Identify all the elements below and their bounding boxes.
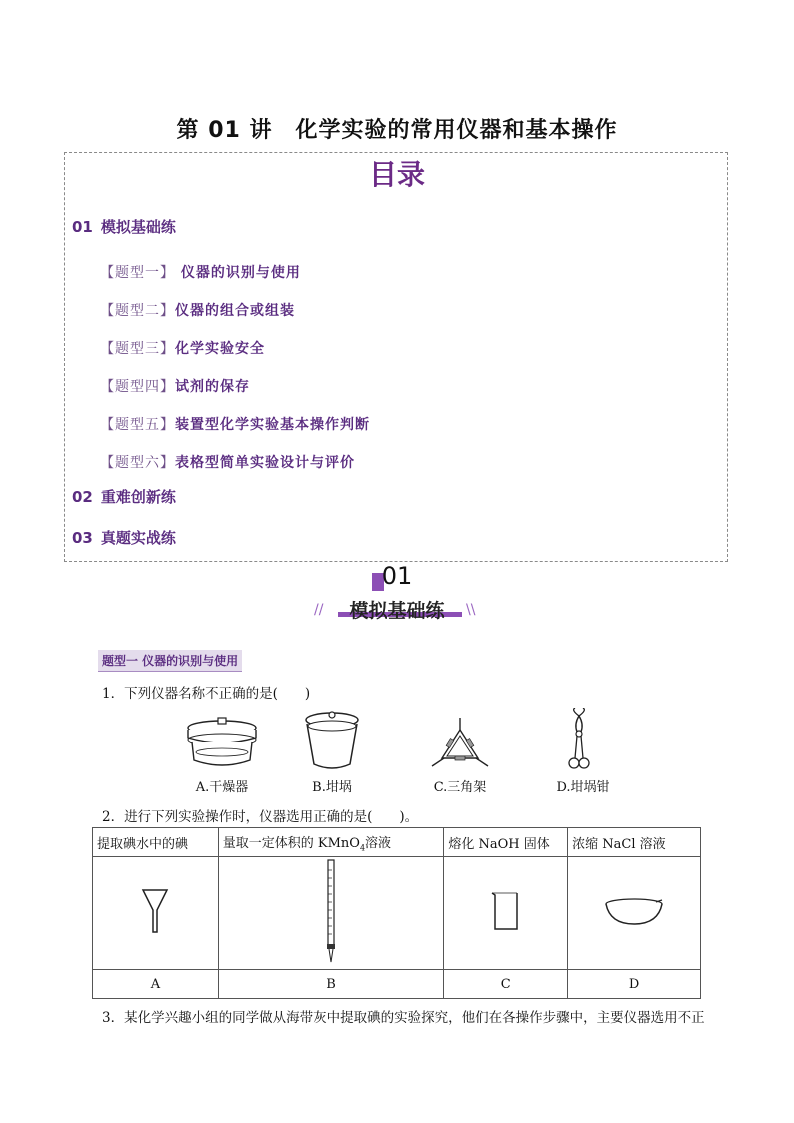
q2-cell-d (568, 857, 701, 970)
q2-option-c[interactable]: C (444, 970, 568, 999)
q1-option-d: D.坩埚钳 (556, 780, 610, 795)
q2-option-d[interactable]: D (568, 970, 701, 999)
toc-section-02[interactable]: 02 重难创新练 (72, 488, 176, 506)
banner-left-mark: // (314, 602, 324, 618)
q2-header-c: 熔化 NaOH 固体 (444, 828, 568, 857)
toc-type-3[interactable]: 【题型三】化学实验安全 (100, 341, 265, 357)
q2-option-b[interactable]: B (218, 970, 444, 999)
question-2-stem: 2．进行下列实验操作时，仪器选用正确的是( )。 (102, 809, 419, 825)
q2-cell-c (444, 857, 568, 970)
toc-type-6[interactable]: 【题型六】表格型简单实验设计与评价 (100, 455, 355, 471)
q1-option-c: C.三角架 (433, 780, 487, 795)
page-title: 第 01 讲 化学实验的常用仪器和基本操作 (176, 118, 618, 143)
banner-right-mark: \\ (466, 602, 476, 618)
toc-section-03[interactable]: 03 真题实战练 (72, 529, 176, 547)
desiccator-icon (180, 716, 264, 772)
evaporating-dish-icon (602, 894, 666, 928)
q2-table (92, 827, 701, 999)
q1-option-a: A.干燥器 (195, 780, 249, 795)
clay-triangle-icon (428, 716, 492, 774)
q2-header-d: 浓缩 NaCl 溶液 (568, 828, 701, 857)
question-type-label: 题型一 仪器的识别与使用 (98, 650, 242, 672)
toc-section-01[interactable]: 01 模拟基础练 (72, 218, 176, 236)
q2-letter-row (93, 970, 701, 999)
crucible-icon (300, 710, 364, 774)
question-1-stem: 1．下列仪器名称不正确的是( ) (102, 686, 311, 702)
toc-type-1[interactable]: 【题型一】 仪器的识别与使用 (100, 265, 301, 281)
q2-option-a[interactable]: A (93, 970, 219, 999)
q2-image-row (93, 857, 701, 970)
q1-option-b: B.坩埚 (312, 780, 352, 795)
toc-heading: 目录 (368, 158, 425, 191)
funnel-icon (140, 886, 170, 936)
q2-cell-a (93, 857, 219, 970)
q2-header-b: 量取一定体积的 KMnO$_4$溶液 (218, 828, 444, 857)
toc-type-4[interactable]: 【题型四】试剂的保存 (100, 379, 250, 395)
question-3-stem: 3．某化学兴趣小组的同学做从海带灰中提取碘的实验探究，他们在各操作步骤中，主要仪器选用不正 (102, 1010, 705, 1026)
banner-label: 模拟基础练 (349, 600, 445, 622)
burette-icon (324, 858, 338, 964)
toc-type-5[interactable]: 【题型五】装置型化学实验基本操作判断 (100, 417, 370, 433)
crucible-tongs-icon (562, 708, 596, 774)
q2-cell-b (218, 857, 444, 970)
beaker-icon (489, 889, 523, 933)
banner-number: 01 (381, 562, 413, 590)
q2-header-a: 提取碘水中的碘 (93, 828, 219, 857)
q2-header-row (93, 828, 701, 857)
toc-type-2[interactable]: 【题型二】仪器的组合或组装 (100, 303, 295, 319)
